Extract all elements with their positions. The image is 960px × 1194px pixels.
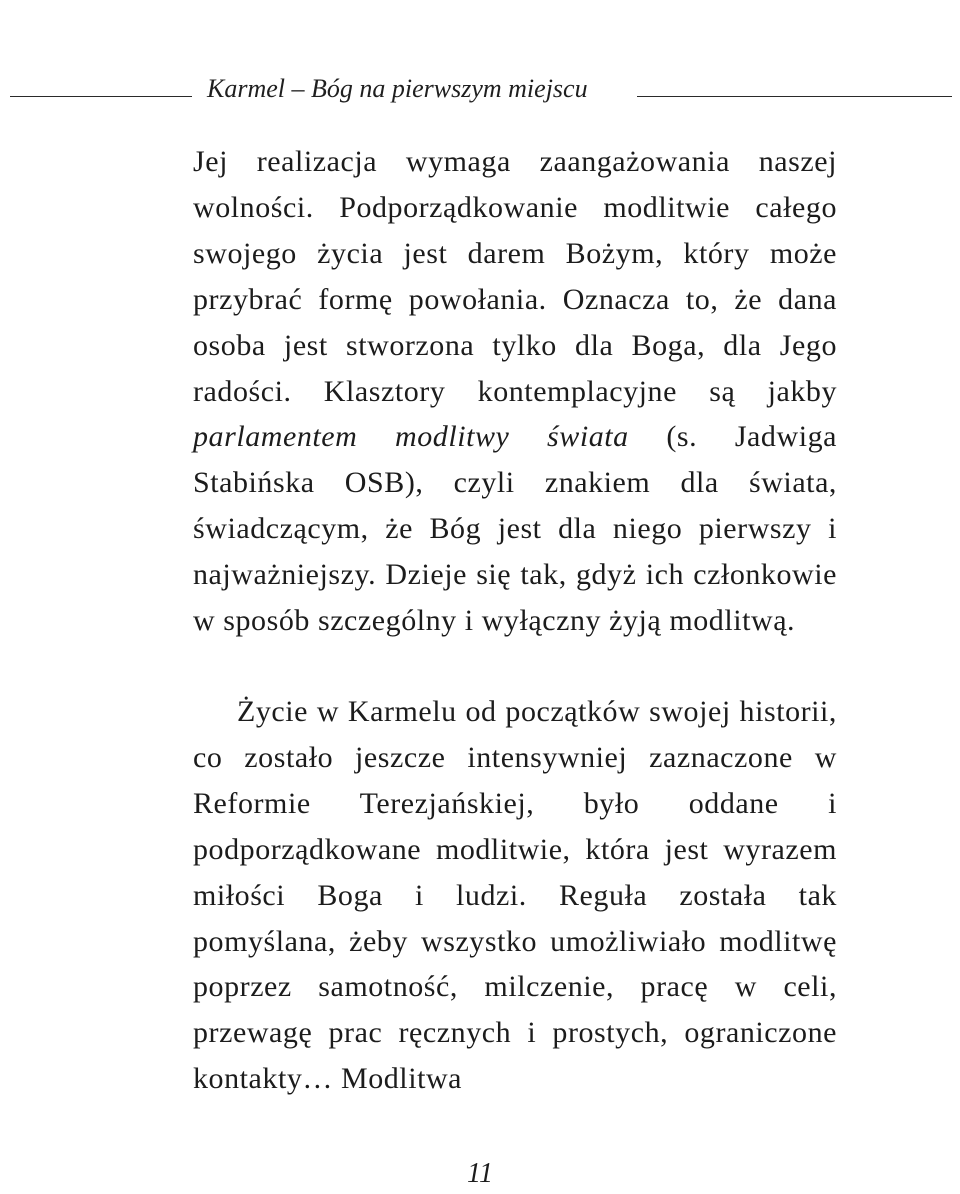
body-text <box>193 139 837 1102</box>
header-rule-right <box>637 96 952 97</box>
paragraph-1-text-start: Jej realizacja wymaga zaangażowania naszej wolności. Podporządkowanie modlitwie całego swojego życia jest darem Bożym, który może przybrać formę powołania. Oznacza to, że dana osoba jest stworzona tylko dla Boga, dla Jego radości. Klasztory kontemplacyjne są jakby <box>193 145 837 408</box>
paragraph-1-emphasis: parlamentem modlitwy świata <box>193 420 629 454</box>
paragraph-2: Życie w Karmelu od początków swojej historii, co zostało jeszcze intensywniej zaznaczone w Reformie Terezjańskiej, było oddane i podporządkowane modlitwie, która jest wyrazem miłości Boga i ludzi. Reguła została tak pomyślana, żeby wszystko umożliwiało modlitwę poprzez samotność, milczenie, pracę w celi, przewagę prac ręcznych i prostych, ograniczone kontakty… Modlitwa <box>193 694 837 1096</box>
paragraph-1 <box>193 139 837 644</box>
header-rule-left <box>10 96 192 97</box>
paragraph-1-text-end: (s. Jadwiga Stabińska OSB), czyli znakiem dla świata, świadczącym, że Bóg jest dla niego pierwszy i najważniejszy. Dzieje się tak, gdyż ich członkowie w sposób szczególny i wyłączny żyją modlitwą. <box>193 420 837 638</box>
running-header <box>0 68 960 108</box>
page-number: 11 <box>467 1158 493 1189</box>
running-header-title: Karmel – Bóg na pierwszym miejscu <box>207 74 588 103</box>
